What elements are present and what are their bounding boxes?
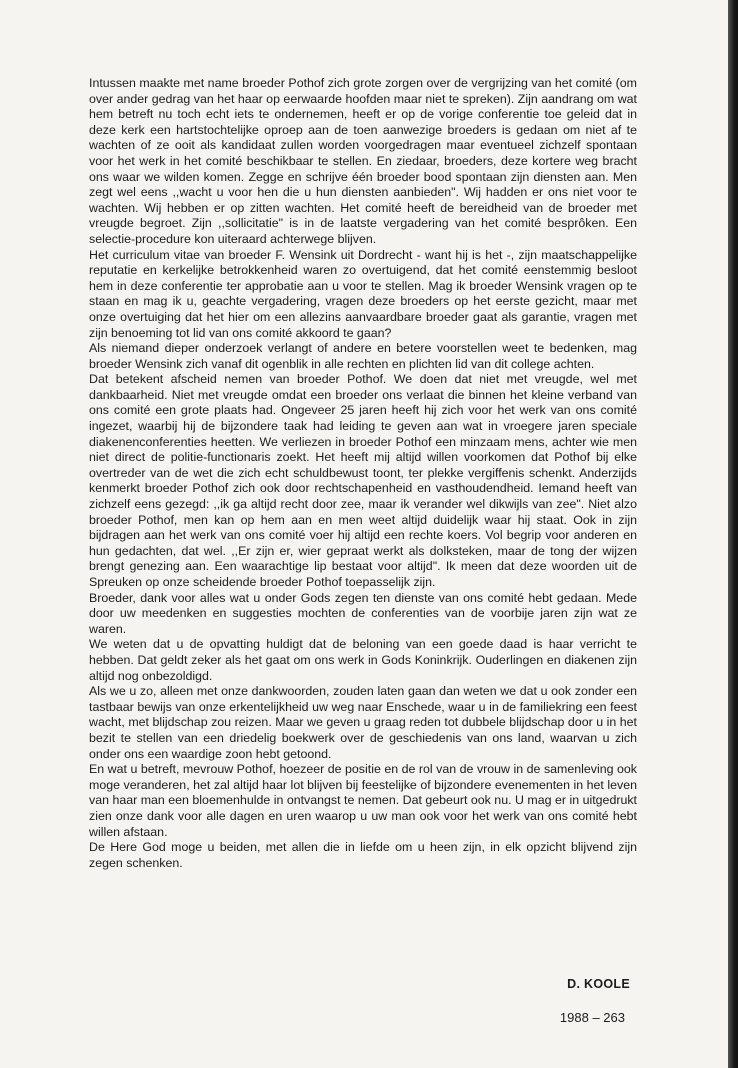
paragraph: Broeder, dank voor alles wat u onder Gods zegen ten dienste van ons comité hebt gedaan. Mede door uw meedenken en suggesties mochten de conferenties van de voorbije jaren zijn wat ze waren.: [89, 590, 637, 636]
paragraph: Als we u zo, alleen met onze dankwoorden, zouden laten gaan dan weten we dat u ook zonder een tastbaar bewijs van onze erkentelijkheid uw weg naar Enschede, waar u in de familiekring een feest wacht, met blijdschap zou reizen. Maar we geven u graag reden tot dubbele blijdschap door u in het bezit te stellen van een driedelig boekwerk over de geschiedenis van ons land, waarvan u zich onder ons een waardige zoon hebt getoond.: [89, 684, 637, 761]
paragraph: De Here God moge u beiden, met allen die in liefde om u heen zijn, in elk opzicht blijvend zijn zegen schenken.: [89, 840, 637, 870]
paragraph: Als niemand dieper onderzoek verlangt of andere en betere voorstellen weet te bedenken, mag broeder Wensink zich vanaf dit ogenblik in alle rechten en plichten lid van dit college achten.: [89, 341, 637, 371]
paragraph: En wat u betreft, mevrouw Pothof, hoezeer de positie en de rol van de vrouw in de samenleving ook moge veranderen, het zal altijd haar lot blijven bij feestelijke of bijzondere evenementen in het leven van haar man een bloemenhulde in ontvangst te nemen. Dat gebeurt ook nu. U mag er in uitgedrukt zien onze dank voor alle dagen en uren waarop u uw man ook voor het werk van ons comité hebt willen afstaan.: [89, 762, 637, 839]
paragraph: Het curriculum vitae van broeder F. Wensink uit Dordrecht - want hij is het -, zijn maatschappelijke reputatie en kerkelijke betrokkenheid waren zo overtuigend, dat het comité eenstemmig besloot hem in deze conferentie ter approbatie aan u voor te stellen. Mag ik broeder Wensink vragen op te staan en mag ik u, geachte vergadering, vragen deze broeders op het eerste gezicht, maar met onze overtuiging dat het hier om een allezins aanvaardbare broeder gaat als garantie, vragen met zijn benoeming tot lid van ons comité akkoord te gaan?: [89, 247, 637, 340]
paragraph: Intussen maakte met name broeder Pothof zich grote zorgen over de vergrijzing van het comité (om over ander gedrag van het haar op eerwaarde hoofden maar niet te spreken). Zijn aandrang om wat hem betreft nu toch echt iets te ondernemen, heeft er op de vorige conferentie toe geleid dat in deze kerk een hartstochtelijke oproep aan de toen aanwezige broeders is gedaan om niet af te wachten of ze ooit als kandidaat zullen worden voorgedragen maar eventueel zichzelf spontaan voor het werk in het comité beschikbaar te stellen. En ziedaar, broeders, deze kortere weg bracht ons waar we wilden komen. Zegge en schrijve één broeder bood spontaan zijn diensten aan. Men zegt wel eens ,,wacht u voor hen die u hun diensten aanbieden". Wij hadden er ons niet voor te wachten. Wij hebben er op zitten wachten. Het comité heeft de bereidheid van de broeder met vreugde begroet. Zijn ,,sollicitatie" is in de laatste vergadering van het comité besprôken. Een selectie-procedure kon uiteraard achterwege blijven.: [89, 76, 637, 246]
page-number: 1988 – 263: [559, 1010, 625, 1025]
page-edge-shadow: [728, 0, 738, 1068]
author-signature: D. KOOLE: [567, 977, 630, 991]
paragraph: Dat betekent afscheid nemen van broeder Pothof. We doen dat niet met vreugde, wel met dankbaarheid. Niet met vreugde omdat een broeder ons verlaat die binnen het kleine verband van ons comité een grote plaats had. Ongeveer 25 jaren heeft hij zich voor het werk van ons comité ingezet, waarbij hij de bijzondere taak had leiding te geven aan wat in vroegere jaren speciale diakenenconferenties heetten. We verliezen in broeder Pothof een minzaam mens, achter wie men niet direct de politie-functionaris zoekt. Het heeft mij altijd willen voorkomen dat Pothof bij elke overtreder van de wet die zich echt schuldbewust toont, ter plekke vergiffenis schenkt. Anderzijds kenmerkt broeder Pothof zich ook door rechtschapenheid en vasthoudendheid. Iemand heeft van zichzelf eens gezegd: ,,ik ga altijd recht door zee, maar ik verander wel dikwijls van zee". Niet alzo broeder Pothof, men kan op hem aan en men weet altijd duidelijk waar hij staat. Ook in zijn bijdragen aan het werk van ons comité voer hij altijd een rechte koers. Vol begrip voor anderen en hun gedachten, dat wel. ,,Er zijn er, wier gepraat werkt als dolksteken, maar de tong der wijzen brengt genezing aan. Een waarachtige lip bestaat voor altijd". Ik meen dat deze woorden uit de Spreuken op onze scheidende broeder Pothof toepasselijk zijn.: [89, 372, 637, 589]
paragraph: We weten dat u de opvatting huldigt dat de beloning van een goede daad is haar verricht te hebben. Dat geldt zeker als het gaat om ons werk in Gods Koninkrijk. Ouderlingen en diakenen zijn altijd nog onbezoldigd.: [89, 637, 637, 683]
body-text: [89, 76, 637, 871]
